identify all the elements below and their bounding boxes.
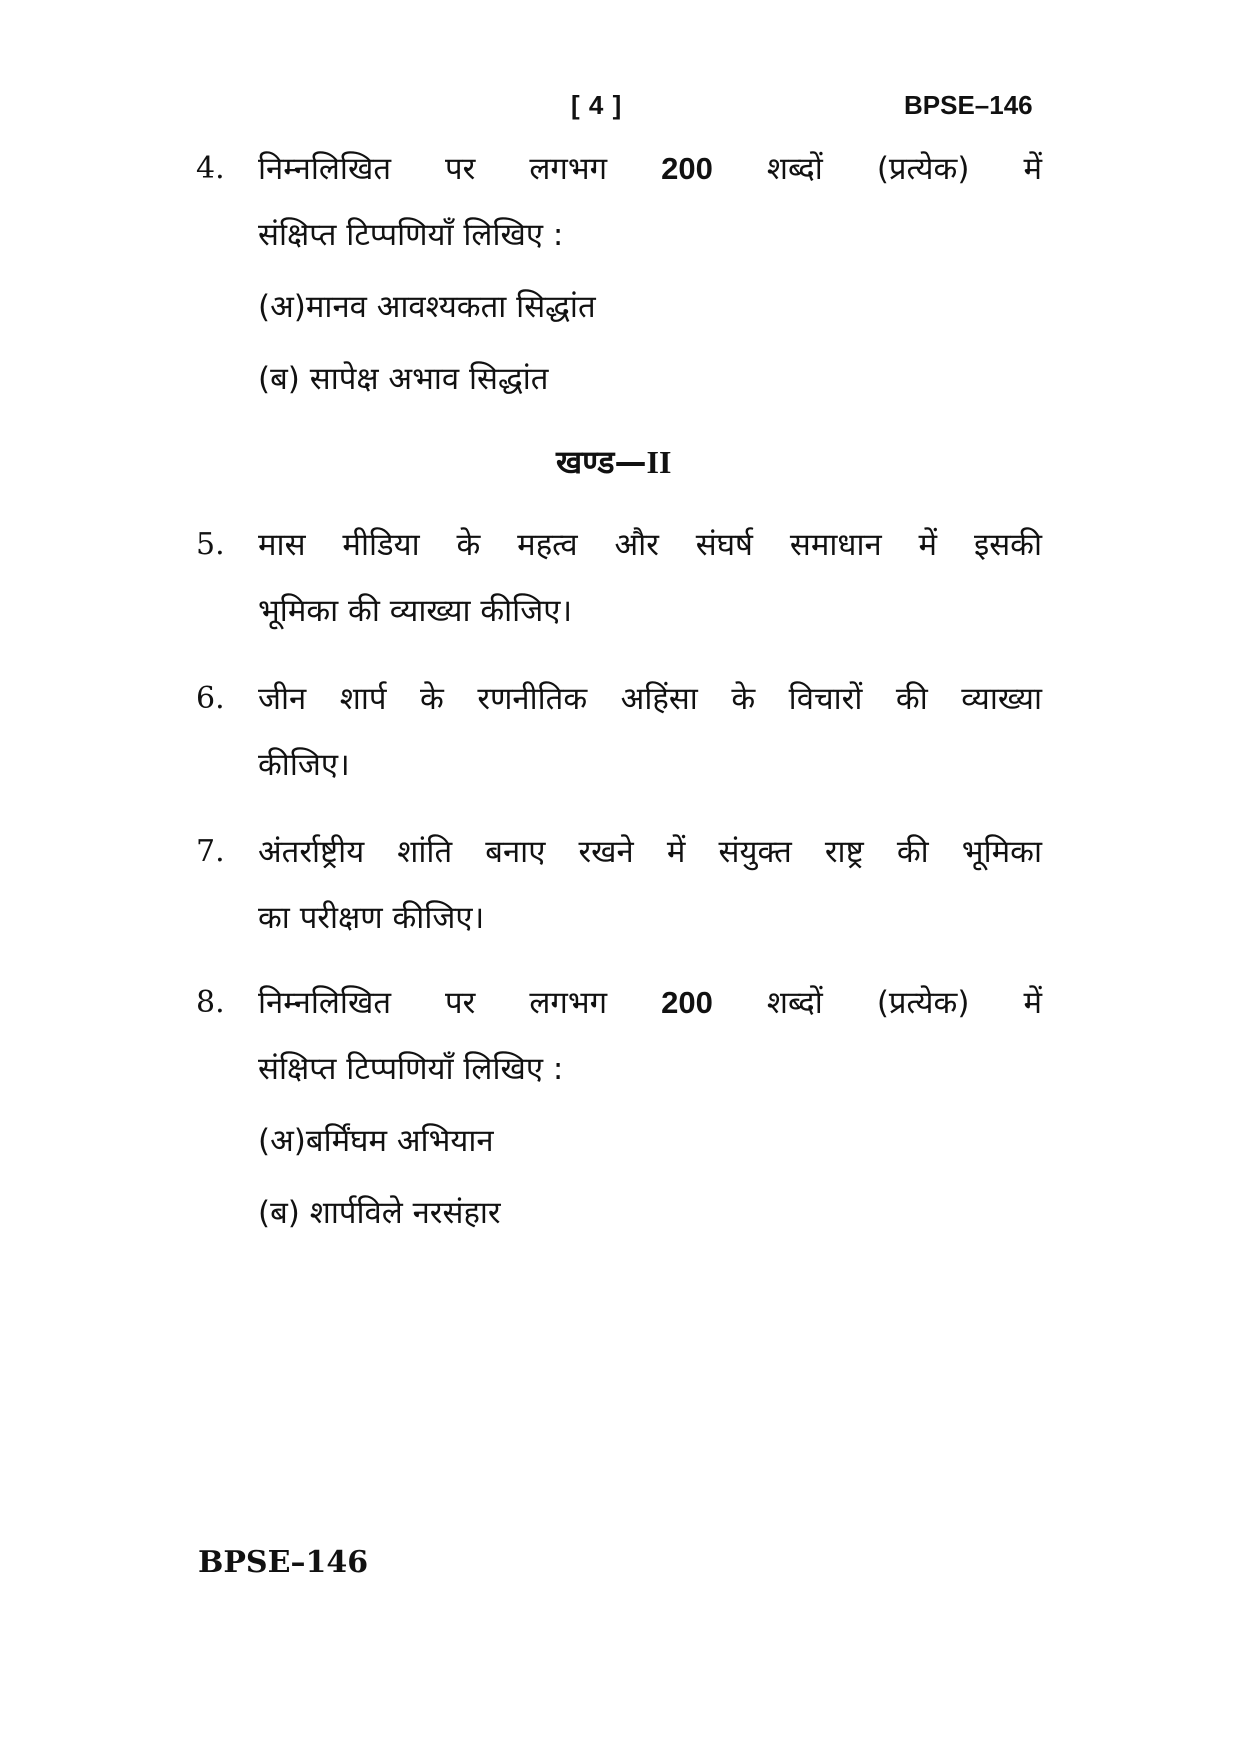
sub-item-label: (अ) bbox=[258, 1123, 306, 1159]
question-line-1: अंतर्राष्ट्रीय शांति बनाए रखने में संयुक्त राष्ट्र की भूमिका bbox=[258, 834, 1042, 870]
section-heading: खण्ड—II bbox=[556, 443, 672, 481]
question-number: 6. bbox=[196, 681, 225, 716]
question-4 bbox=[196, 136, 1042, 412]
sub-item-label: (ब) bbox=[258, 1195, 300, 1231]
sub-item-a bbox=[258, 1108, 1042, 1174]
question-8 bbox=[196, 970, 1042, 1246]
sub-item-text: शार्पविले नरसंहार bbox=[309, 1195, 501, 1231]
sub-item-label: (अ) bbox=[258, 289, 306, 325]
page-number: [ 4 ] bbox=[571, 90, 623, 120]
question-line-1: जीन शार्प के रणनीतिक अहिंसा के विचारों की व्याख्या bbox=[258, 681, 1042, 717]
question-number: 5. bbox=[196, 527, 225, 562]
sub-item-a bbox=[258, 274, 1042, 340]
question-text bbox=[258, 819, 1042, 951]
question-6 bbox=[196, 666, 1042, 798]
question-text bbox=[258, 666, 1042, 798]
question-line-1: निम्नलिखित पर लगभग 200 शब्दों (प्रत्येक) में bbox=[258, 151, 1042, 187]
question-line-2: संक्षिप्त टिप्पणियाँ लिखिए : bbox=[258, 1051, 564, 1087]
question-line-2: भूमिका की व्याख्या कीजिए। bbox=[258, 593, 573, 629]
footer-course-code: BPSE–146 bbox=[198, 1545, 369, 1580]
question-line-2: का परीक्षण कीजिए। bbox=[258, 900, 485, 936]
question-5 bbox=[196, 512, 1042, 644]
sub-item-text: सापेक्ष अभाव सिद्धांत bbox=[309, 361, 549, 397]
question-line-2: संक्षिप्त टिप्पणियाँ लिखिए : bbox=[258, 217, 564, 253]
question-text bbox=[258, 970, 1042, 1102]
question-7 bbox=[196, 819, 1042, 951]
question-number: 7. bbox=[196, 834, 225, 869]
sub-item-label: (ब) bbox=[258, 361, 300, 397]
question-line-1: मास मीडिया के महत्व और संघर्ष समाधान में इसकी bbox=[258, 527, 1042, 563]
sub-item-text: बर्मिंघम अभियान bbox=[305, 1123, 494, 1159]
question-number: 4. bbox=[196, 151, 225, 186]
question-text bbox=[258, 512, 1042, 644]
sub-item-b bbox=[258, 1180, 1042, 1246]
header-course-code: BPSE–146 bbox=[904, 90, 1033, 120]
question-number: 8. bbox=[196, 985, 225, 1020]
question-text bbox=[258, 136, 1042, 268]
question-line-2: कीजिए। bbox=[258, 747, 350, 783]
question-line-1: निम्नलिखित पर लगभग 200 शब्दों (प्रत्येक) में bbox=[258, 985, 1042, 1021]
sub-item-text: मानव आवश्यकता सिद्धांत bbox=[305, 289, 596, 325]
sub-item-b bbox=[258, 346, 1042, 412]
